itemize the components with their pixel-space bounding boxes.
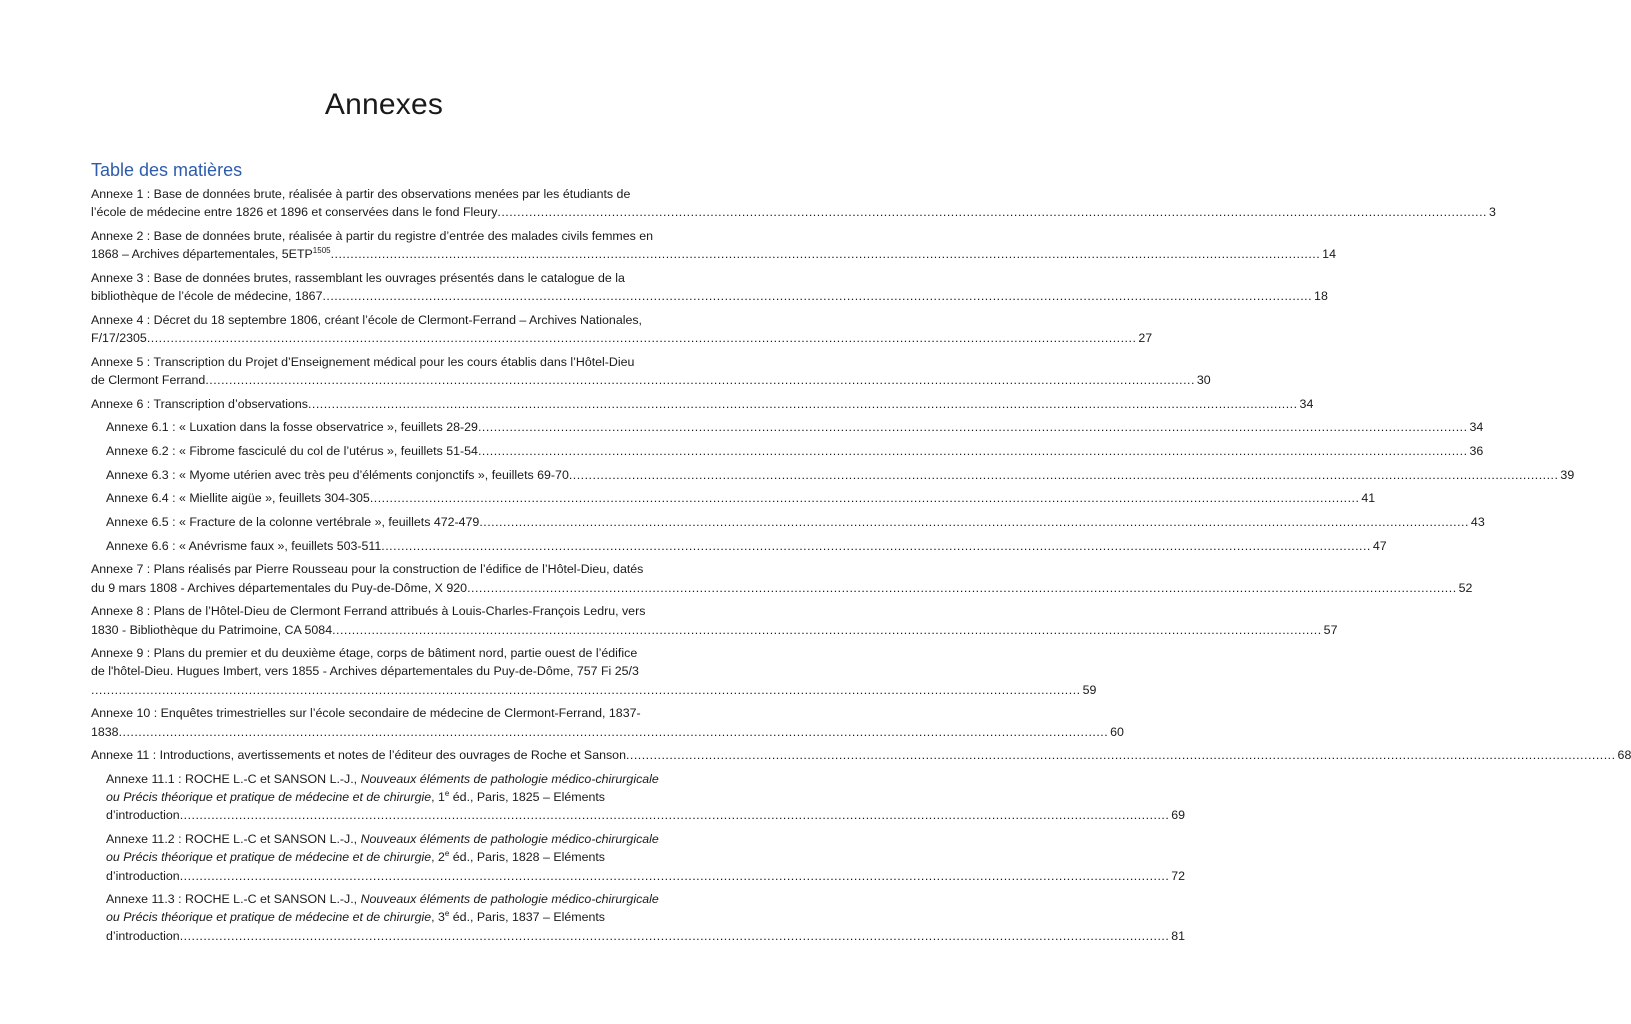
toc-entry-text: Annexe 6.1 : « Luxation dans la fosse observatrice », feuillets 28-29	[106, 420, 478, 435]
edition-number: , 3	[431, 910, 445, 925]
superscript: e	[444, 789, 450, 799]
page-number: 52	[1458, 580, 1473, 595]
superscript: e	[444, 909, 450, 919]
toc-entry-text: Annexe 6.6 : « Anévrisme faux », feuillets 503-511	[106, 538, 382, 553]
leader-dots	[626, 746, 1616, 764]
toc-entry-annexe-2[interactable]	[91, 227, 1336, 263]
page-number: 36	[1469, 443, 1484, 458]
toc-entry-text: 1830 - Bibliothèque du Patrimoine, CA 5084	[91, 622, 333, 637]
book-subtitle: ou Précis théorique et pratique de médecine et de chirurgie	[106, 790, 432, 805]
leader-dots	[91, 681, 1081, 699]
leader-dots	[467, 579, 1457, 597]
toc-entry-text: du 9 mars 1808 - Archives départementales du Puy-de-Dôme, X 920	[91, 580, 468, 595]
leader-dots	[180, 927, 1170, 945]
leader-dots	[370, 489, 1360, 507]
leader-dots	[322, 287, 1312, 305]
page-number: 57	[1323, 622, 1338, 637]
toc-entry-annexe-3[interactable]	[91, 269, 1328, 305]
toc-entry-annexe-4[interactable]	[91, 311, 1153, 347]
edition-details: éd., Paris, 1825 – Eléments	[449, 790, 606, 805]
leader-dots	[497, 203, 1487, 221]
leader-dots	[180, 867, 1170, 885]
page-number: 14	[1322, 247, 1336, 262]
page-number: 72	[1171, 868, 1186, 883]
page-number: 34	[1299, 396, 1314, 411]
toc-entry-annexe-6-3[interactable]	[106, 466, 1575, 484]
toc-entry-text: Annexe 6.2 : « Fibrome fasciculé du col de l’utérus », feuillets 51-54	[106, 443, 478, 458]
toc-entry-text: d’introduction	[106, 928, 180, 943]
leader-dots	[478, 442, 1468, 460]
book-subtitle: ou Précis théorique et pratique de médecine et de chirurgie	[106, 850, 432, 865]
toc-entry-text: 1838	[91, 724, 119, 739]
toc-entry-annexe-7[interactable]	[91, 560, 1473, 596]
toc-entry-text: l’école de médecine entre 1826 et 1896 et conservées dans le fond Fleury	[91, 205, 498, 220]
toc-entry-line	[106, 890, 659, 908]
toc-entry-annexe-6[interactable]	[91, 395, 1314, 413]
toc-heading: Table des matières	[91, 160, 243, 180]
page-number: 3	[1488, 205, 1496, 220]
toc-entry-line: Annexe 4 : Décret du 18 septembre 1806, créant l’école de Clermont-Ferrand – Archives Nationales,	[91, 312, 642, 327]
leader-dots	[308, 395, 1298, 413]
toc-entry-annexe-1[interactable]	[91, 185, 1496, 221]
page-number: 69	[1171, 808, 1186, 823]
toc-entry-line: Annexe 5 : Transcription du Projet d’Enseignement médical pour les cours établis dans l’Hôtel-Dieu	[91, 354, 635, 369]
toc-entry-line	[106, 830, 659, 848]
edition-number: , 1	[431, 790, 445, 805]
toc-entry-text: Annexe 11.3 : ROCHE L.-C et SANSON L.-J.,	[106, 892, 361, 907]
leader-dots	[119, 723, 1109, 741]
page-number: 59	[1082, 682, 1097, 697]
toc-entry-line: Annexe 1 : Base de données brute, réalisée à partir des observations menées par les étudiants de	[91, 187, 631, 201]
book-title: Nouveaux éléments de pathologie médico-chirurgicale	[360, 892, 659, 907]
page-number: 18	[1314, 289, 1328, 304]
leader-dots	[180, 806, 1170, 824]
toc-entry-annexe-8[interactable]	[91, 602, 1338, 638]
toc-entry-annexe-6-4[interactable]	[106, 489, 1376, 507]
book-title: Nouveaux éléments de pathologie médico-chirurgicale	[360, 832, 659, 847]
toc-entry-annexe-11[interactable]	[91, 746, 1631, 764]
page-number: 47	[1372, 538, 1387, 553]
toc-entry-annexe-10[interactable]	[91, 704, 1124, 740]
toc-entry-line: Annexe 10 : Enquêtes trimestrielles sur l’école secondaire de médecine de Clermont-Ferrand, 1837-	[91, 706, 641, 721]
toc-entry-text: de Clermont Ferrand	[91, 372, 206, 387]
edition-details: éd., Paris, 1837 – Eléments	[449, 910, 606, 925]
toc-entry-text: Annexe 6 : Transcription d’observations	[91, 396, 308, 411]
leader-dots	[479, 513, 1469, 531]
toc-entry-line: Annexe 2 : Base de données brute, réalisée à partir du registre d’entrée des malades civils femmes en	[91, 228, 654, 243]
toc-entry-text: F/17/2305	[91, 330, 147, 345]
toc-entry-text: 1868 – Archives départementales, 5ETP	[91, 247, 313, 262]
toc-entry-line: Annexe 9 : Plans du premier et du deuxième étage, corps de bâtiment nord, partie ouest de l’édifice	[91, 646, 638, 661]
toc-entry-annexe-6-5[interactable]	[106, 513, 1485, 531]
leader-dots	[331, 245, 1321, 263]
toc-entry-annexe-11-2[interactable]	[106, 830, 1186, 885]
toc-entry-line	[106, 770, 659, 788]
toc-entry-annexe-6-2[interactable]	[106, 442, 1484, 460]
toc-entry-text: bibliothèque de l’école de médecine, 1867	[91, 289, 323, 304]
table-of-contents	[91, 185, 1631, 950]
superscript: e	[444, 849, 450, 859]
page-number: 27	[1138, 330, 1153, 345]
page-number: 68	[1617, 748, 1631, 763]
toc-entry-line: Annexe 3 : Base de données brutes, rassemblant les ouvrages présentés dans le catalogue de la	[91, 270, 625, 285]
toc-entry-annexe-9[interactable]	[91, 644, 1097, 699]
toc-entry-line	[106, 848, 659, 866]
toc-entry-annexe-6-6[interactable]	[106, 537, 1387, 555]
toc-entry-annexe-11-1[interactable]	[106, 770, 1186, 825]
superscript: 1505	[312, 246, 331, 256]
toc-entry-line: Annexe 7 : Plans réalisés par Pierre Rousseau pour la construction de l’édifice de l’Hôtel-Dieu, datés	[91, 562, 644, 577]
page-number: 60	[1110, 724, 1124, 739]
edition-number: , 2	[431, 850, 445, 865]
page-number: 41	[1361, 491, 1376, 506]
page-number: 39	[1560, 467, 1575, 482]
leader-dots	[205, 371, 1195, 389]
toc-entry-line: de l'hôtel-Dieu. Hugues Imbert, vers 1855 - Archives départementales du Puy-de-Dôme, 757 Fi 25/3	[91, 664, 639, 679]
toc-entry-text: d’introduction	[106, 868, 180, 883]
book-title: Nouveaux éléments de pathologie médico-chirurgicale	[360, 771, 659, 786]
edition-details: éd., Paris, 1828 – Eléments	[449, 850, 606, 865]
toc-entry-annexe-6-1[interactable]	[106, 418, 1484, 436]
page-number: 43	[1470, 515, 1485, 530]
toc-entry-text: Annexe 11 : Introductions, avertissements et notes de l’éditeur des ouvrages de Roche et Sanson	[91, 748, 626, 763]
page-number: 81	[1171, 928, 1186, 943]
toc-entry-text: Annexe 11.2 : ROCHE L.-C et SANSON L.-J.,	[106, 832, 361, 847]
toc-entry-line: Annexe 8 : Plans de l’Hôtel-Dieu de Clermont Ferrand attribués à Louis-Charles-François Ledru, vers	[91, 604, 646, 619]
leader-dots	[332, 621, 1322, 639]
toc-entry-annexe-11-3[interactable]	[106, 890, 1186, 945]
toc-entry-line	[106, 908, 659, 926]
toc-entry-annexe-5[interactable]	[91, 353, 1211, 389]
toc-entry-text: Annexe 6.4 : « Miellite aigüe », feuillets 304-305	[106, 491, 370, 506]
toc-entry-text: Annexe 11.1 : ROCHE L.-C et SANSON L.-J.,	[106, 771, 361, 786]
leader-dots	[569, 466, 1559, 484]
leader-dots	[478, 418, 1468, 436]
toc-entry-text: Annexe 6.3 : « Myome utérien avec très peu d’éléments conjonctifs », feuillets 69-70	[106, 467, 569, 482]
page-number: 34	[1469, 420, 1484, 435]
toc-entry-line	[106, 788, 659, 806]
page-title: Annexes	[324, 88, 444, 121]
page-number: 30	[1196, 372, 1211, 387]
toc-entry-text: d’introduction	[106, 808, 180, 823]
toc-entry-text: Annexe 6.5 : « Fracture de la colonne vertébrale », feuillets 472-479	[106, 515, 480, 530]
book-subtitle: ou Précis théorique et pratique de médecine et de chirurgie	[106, 910, 432, 925]
leader-dots	[381, 537, 1371, 555]
leader-dots	[147, 329, 1137, 347]
